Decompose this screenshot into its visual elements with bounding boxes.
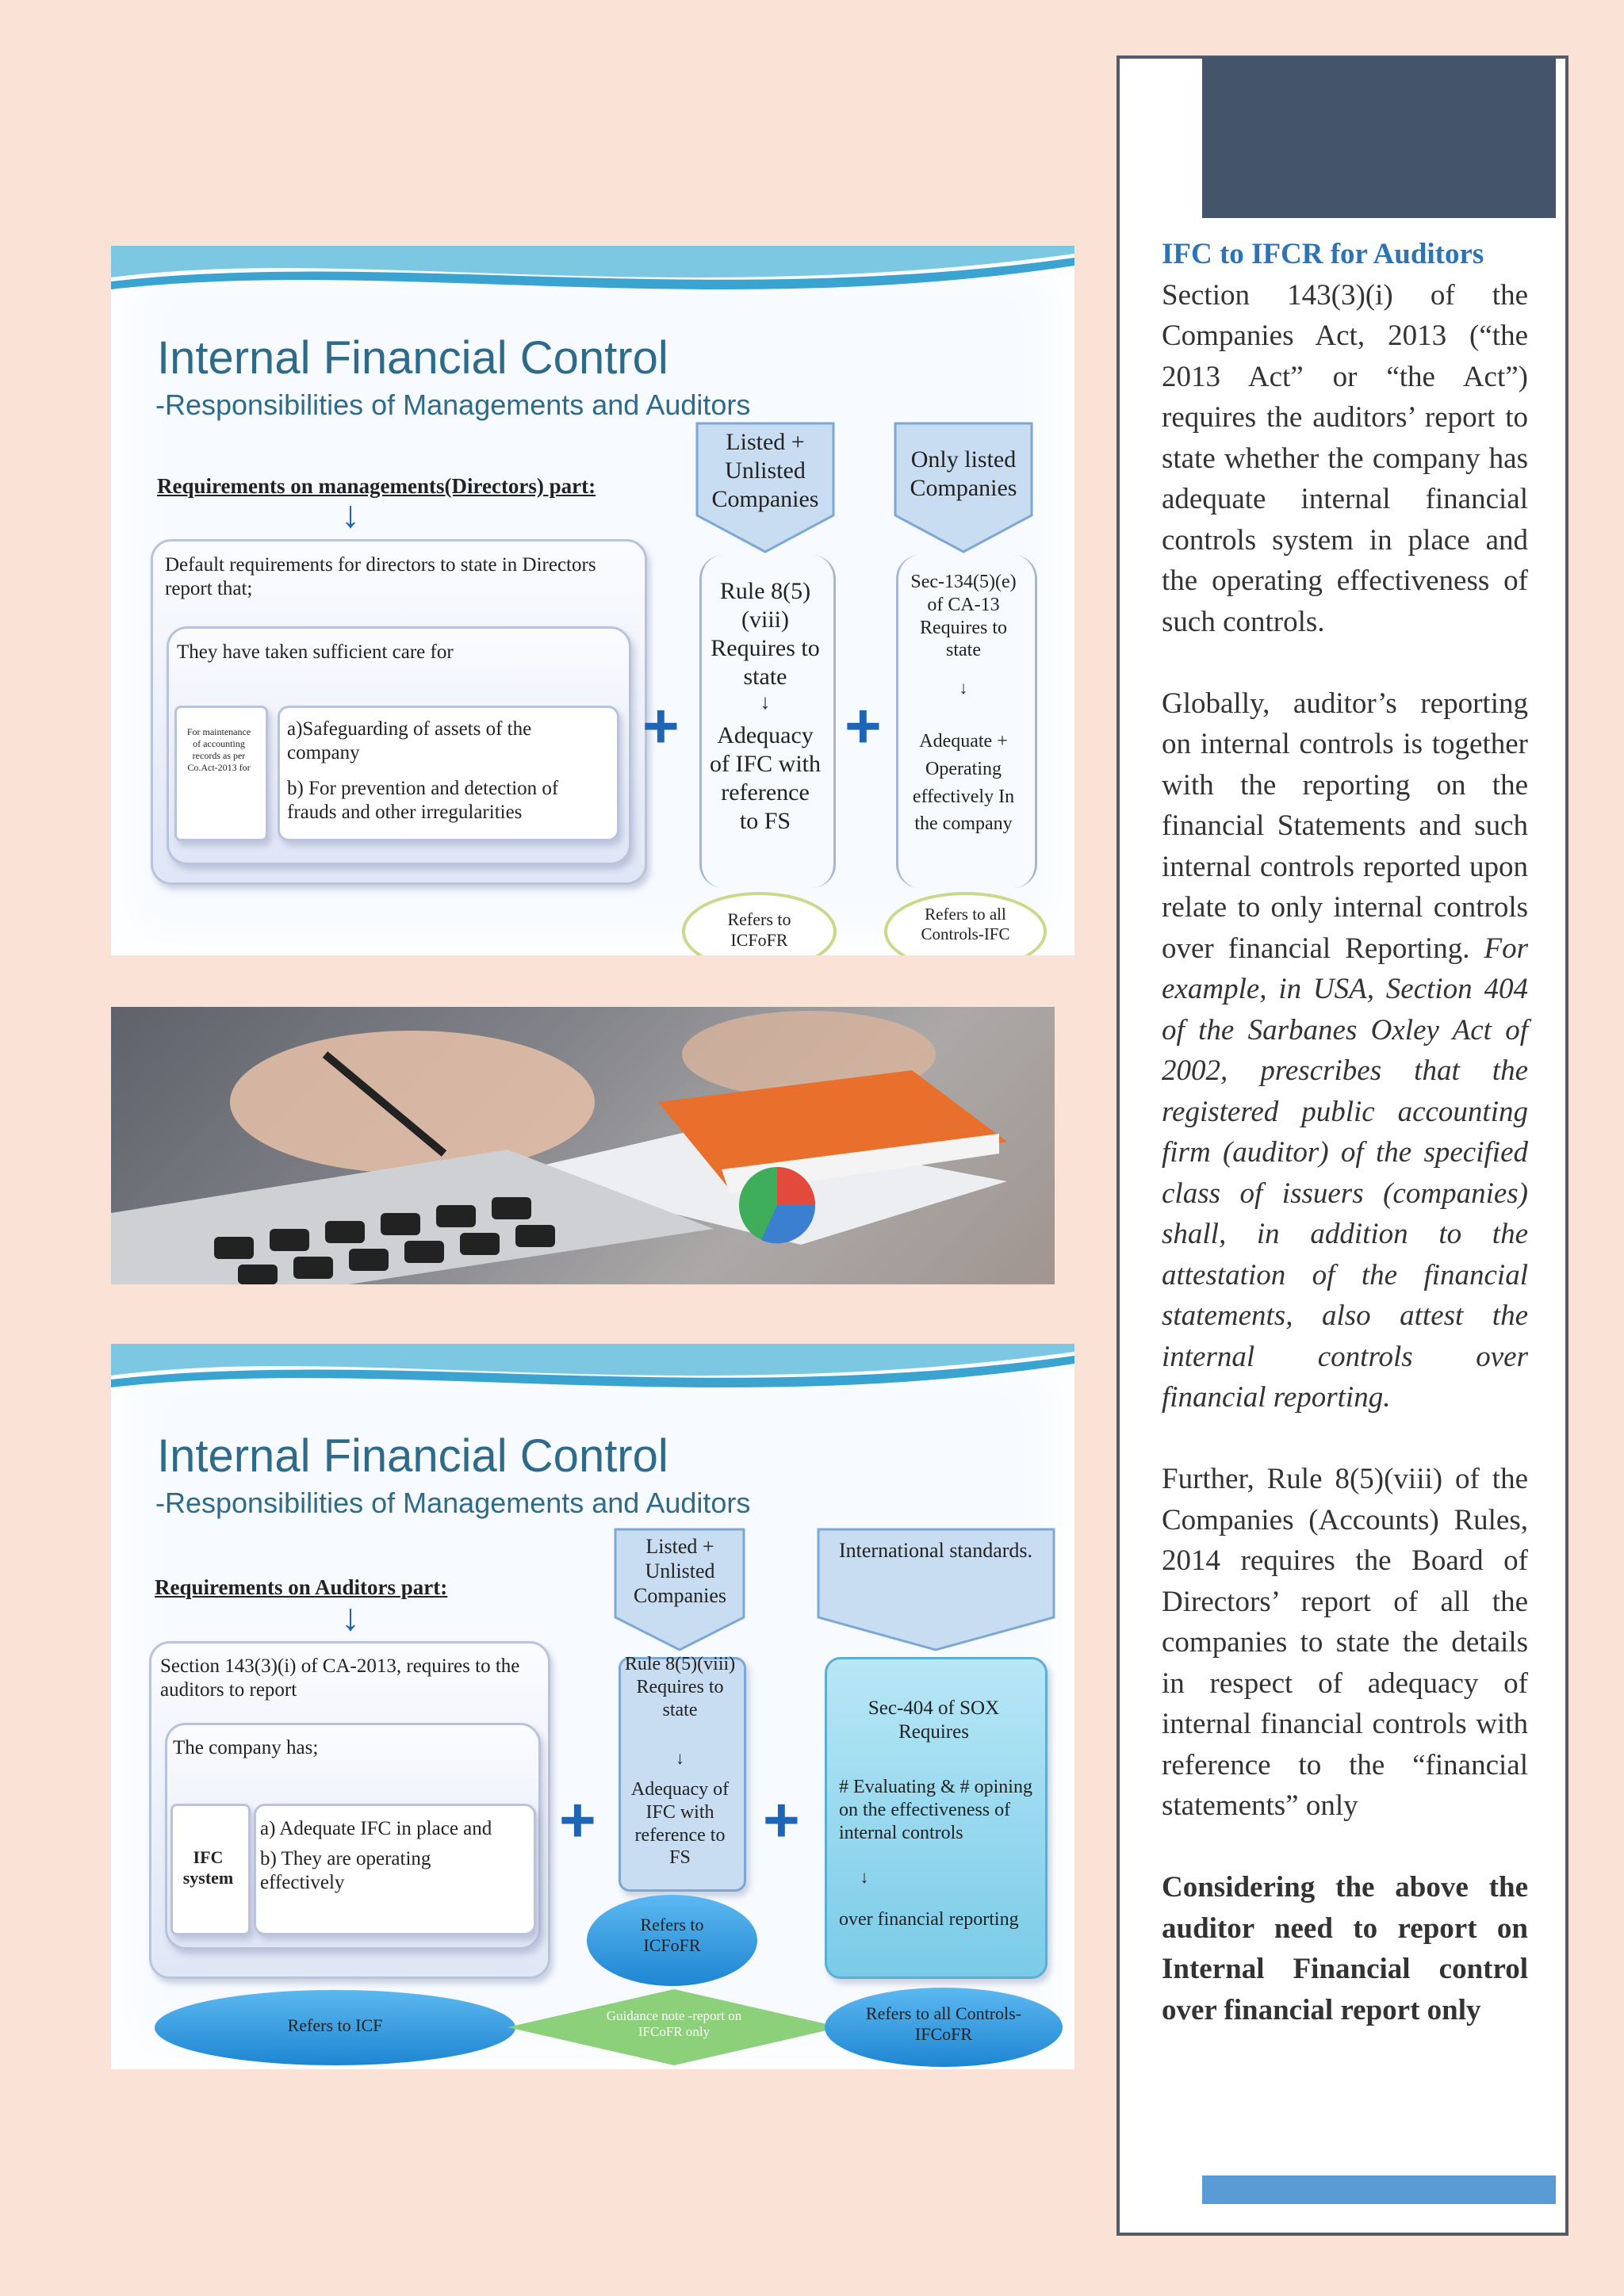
auditor-requirement-text: Section 143(3)(i) of CA-2013, requires to the auditors to report (160, 1655, 520, 1701)
item-a-text: a) Adequate IFC in place and (260, 1818, 492, 1839)
plus-icon: + (845, 691, 882, 761)
sidebar-paragraph-2 (1162, 683, 1528, 1418)
sidebar-conclusion: Considering the above the auditor need to report on Internal Financial control over financial report only (1162, 1871, 1528, 2026)
sidebar-paragraph-3: Further, Rule 8(5)(viii) of the Companies (Accounts) Rules, 2014 requires the Board of Directors’ report of all the companies to state the details in respect of adequacy of internal financial controls with reference to the “financial statements” only (1162, 1463, 1528, 1822)
col2-rule: Sec-134(5)(e) of CA-13 Requires to state (910, 572, 1017, 661)
sidebar-body (1162, 234, 1528, 2030)
sidebar-header-block (1202, 57, 1556, 218)
sidebar-paragraph-2-italic: For example, in USA, Section 404 of the Sarbanes Oxley Act of 2002, prescribes that the registered public accounting firm (auditor) of the specified class of issuers (companies) shall, in addition to the attestation of the financial statements, also attest the internal controls over financial reporting. (1162, 932, 1528, 1414)
col2-result1: # Evaluating & # opining on the effectiveness of internal controls (839, 1777, 1032, 1843)
col2-arrow-icon: ↓ (860, 1867, 869, 1887)
paragraph-spacer (1162, 1827, 1528, 1868)
plus-icon: + (559, 1785, 596, 1855)
sidebar-paragraph-2-plain: Globally, auditor’s reporting on internal controls is together with the reporting on the financial Statements and such internal controls reported upon relate to only internal controls over financial Reporting. (1162, 687, 1528, 965)
slide-subtitle: -Responsibilities of Managements and Auditors (155, 388, 751, 421)
directors-requirement-text: Default requirements for directors to state in Directors report that; (165, 554, 596, 599)
sufficient-care-text: They have taken sufficient care for (177, 641, 454, 663)
col1-rule: Rule 8(5)(viii) Requires to state (624, 1654, 736, 1720)
col1-oval: Refers to ICFoFR (682, 892, 837, 955)
down-arrow-icon: ↓ (341, 494, 360, 536)
requirements-heading: Requirements on Auditors part: (155, 1575, 448, 1599)
ifc-system-text: IFC system (182, 1847, 234, 1888)
item-b-text: b) They are operating effectively (260, 1848, 431, 1893)
plus-icon: + (642, 691, 680, 761)
col2-header: Only listed Companies (910, 446, 1017, 501)
col1-arrow-icon: ↓ (760, 691, 771, 714)
col1-result: Adequacy of IFC with reference to FS (630, 1779, 730, 1869)
paragraph-spacer (1162, 642, 1528, 683)
wave-decoration (111, 1344, 1074, 1415)
col2-result: Adequate + Operating effectively In the company (912, 731, 1015, 835)
slide-internal-financial-control-auditors (111, 1344, 1074, 2069)
col2-oval: Refers to all Controls-IFC (884, 892, 1047, 955)
wave-decoration (111, 246, 1074, 317)
item-b-text: b) For prevention and detection of frauds and other irregularities (287, 778, 559, 823)
sidebar-paragraph-1: Section 143(3)(i) of the Companies Act, 2013 (“the 2013 Act” or “the Act”) requires the auditors’ report to state whether the company has adequate internal financial controls system in place and the operating effectiveness of such controls. (1162, 278, 1528, 638)
col2-result2: over financial reporting (839, 1909, 1019, 1930)
plus-icon: + (763, 1785, 800, 1855)
side-note-text: For maintenance of accounting records as per Co.Act-2013 for (186, 726, 251, 773)
company-has-text: The company has; (173, 1737, 319, 1758)
sidebar-title: IFC to IFCR for Auditors (1162, 238, 1484, 270)
col2-arrow-icon: ↓ (959, 678, 968, 698)
col1-rule: Rule 8(5)(viii) Requires to state (710, 578, 820, 690)
col1-header: Listed + Unlisted Companies (634, 1535, 726, 1608)
col2-header: International standards. (838, 1539, 1033, 1562)
slide-subtitle: -Responsibilities of Managements and Auditors (155, 1487, 751, 1519)
col2-rule: Sec-404 of SOX Requires (868, 1697, 1000, 1743)
slide-title: Internal Financial Control (157, 1430, 668, 1482)
paragraph-spacer (1162, 1418, 1528, 1460)
accounting-photo (111, 1007, 1055, 1284)
bottom-right-oval: Refers to all Controls-IFCoFR (825, 1988, 1063, 2067)
col1-header: Listed + Unlisted Companies (711, 429, 819, 512)
slide-title: Internal Financial Control (157, 332, 668, 384)
requirements-heading: Requirements on managements(Directors) part: (157, 474, 596, 498)
item-a-text: a)Safeguarding of assets of the company (287, 718, 532, 763)
slide-internal-financial-control-management (111, 246, 1074, 955)
sidebar-footer-block (1202, 2175, 1556, 2204)
col1-arrow-icon: ↓ (676, 1748, 684, 1768)
bottom-left-oval: Refers to ICF (155, 1990, 515, 2065)
col1-oval: Refers to ICFoFR (587, 1895, 757, 1986)
guidance-note-text: Guidance note -report on IFCoFR only (606, 2008, 742, 2040)
col1-result: Adequacy of IFC with reference to FS (710, 722, 822, 834)
down-arrow-icon: ↓ (341, 1597, 360, 1639)
